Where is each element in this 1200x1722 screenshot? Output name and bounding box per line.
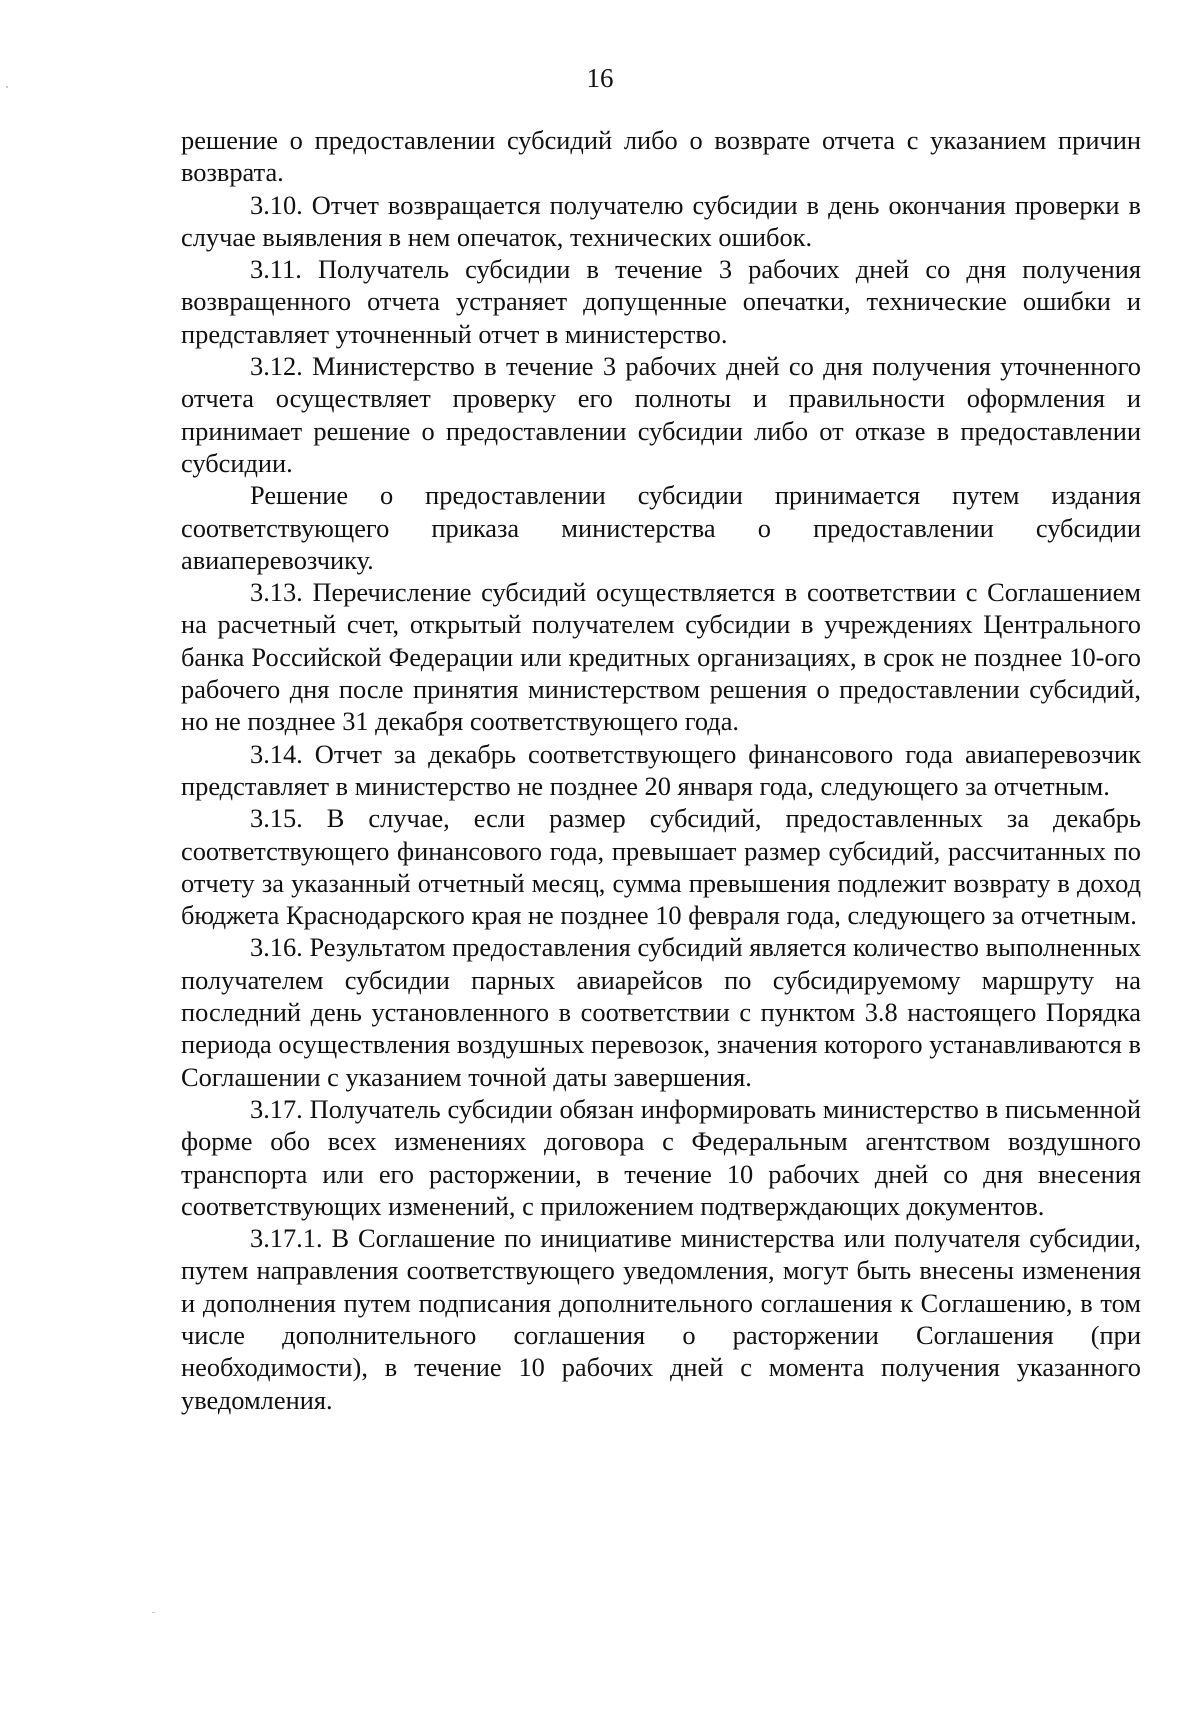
page-number: 16	[586, 63, 614, 93]
document-body	[181, 124, 1141, 1416]
paragraph-3-12: 3.12. Министерство в течение 3 рабочих дней со дня получения уточненного отчета осуществляет проверку его полноты и правильности оформления и принимает решение о предоставлении субсидии либо от отказе в предоставлении субсидии.	[181, 351, 1141, 478]
scan-speck	[152, 1612, 155, 1613]
paragraph-3-10: 3.10. Отчет возвращается получателю субсидии в день окончания проверки в случае выявления в нем опечаток, технических ошибок.	[181, 189, 1141, 252]
paragraph-3-14: 3.14. Отчет за декабрь соответствующего финансового года авиаперевозчик представляет в министерство не позднее 20 января года, следующего за отчетным.	[181, 738, 1141, 801]
paragraph-3-16: 3.16. Результатом предоставления субсидий является количество выполненных получателем субсидии парных авиарейсов по субсидируемому маршруту на последний день установленного в соответствии с пунктом 3.8 настоящего Порядка периода осуществления воздушных перевозок, значения которого устанавливаются в Соглашении с указанием точной даты завершения.	[181, 932, 1141, 1092]
paragraph-3-17: 3.17. Получатель субсидии обязан информировать министерство в письменной форме обо всех изменениях договора с Федеральным агентством воздушного транспорта или его расторжении, в течение 10 рабочих дней со дня внесения соответствующих изменений, с приложением подтверждающих документов.	[181, 1093, 1141, 1221]
paragraph-3-17-1: 3.17.1. В Соглашение по инициативе министерства или получателя субсидии, путем направления соответствующего уведомления, могут быть внесены изменения и дополнения путем подписания дополнительного соглашения к Соглашению, в том числе дополнительного соглашения о расторжении Соглашения (при необходимости), в течение 10 рабочих дней с момента получения указанного уведомления.	[181, 1223, 1141, 1415]
paragraph: решение о предоставлении субсидий либо о возврате отчета с указанием причин возврата.	[181, 125, 1141, 188]
paragraph-3-15: 3.15. В случае, если размер субсидий, предоставленных за декабрь соответствующего финансового года, превышает размер субсидий, рассчитанных по отчету за указанный отчетный месяц, сумма превышения подлежит возврату в доход бюджета Краснодарского края не позднее 10 февраля года, следующего за отчетным.	[181, 803, 1141, 931]
paragraph-decision: Решение о предоставлении субсидии принимается путем издания соответствующего приказа министерства о предоставлении субсидии авиаперевозчику.	[181, 480, 1141, 575]
paragraph-3-11: 3.11. Получатель субсидии в течение 3 рабочих дней со дня получения возвращенного отчета устраняет допущенные опечатки, технические ошибки и представляет уточненный отчет в министерство.	[181, 254, 1141, 349]
paragraph-3-13: 3.13. Перечисление субсидий осуществляется в соответствии с Соглашением на расчетный счет, открытый получателем субсидии в учреждениях Центрального банка Российской Федерации или кредитных организациях, в срок не позднее 10-ого рабочего дня после принятия министерством решения о предоставлении субсидий, но не позднее 31 декабря соответствующего года.	[181, 577, 1141, 737]
